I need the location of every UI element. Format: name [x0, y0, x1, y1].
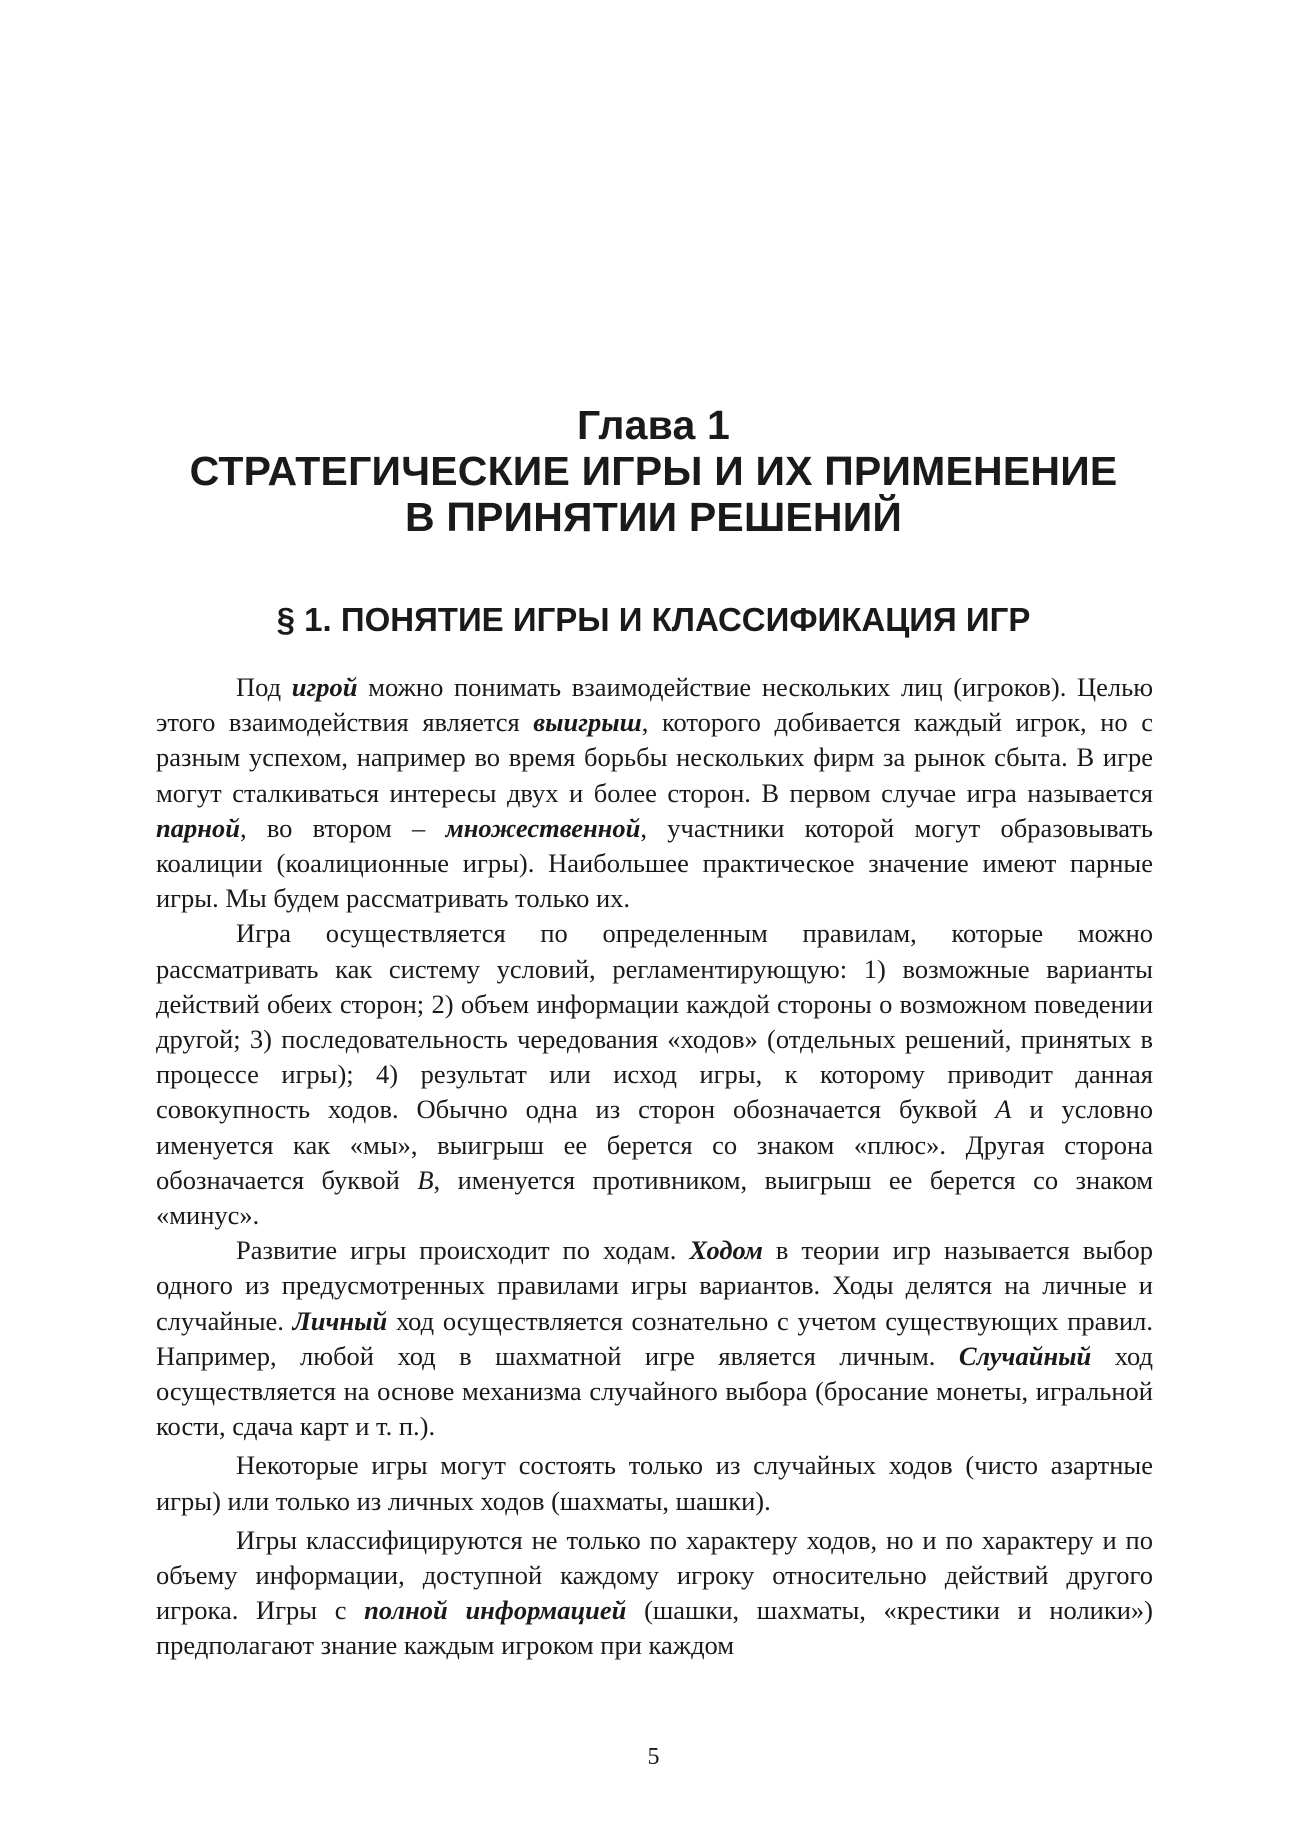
term-random: Случайный: [958, 1340, 1092, 1371]
section-title: § 1. ПОНЯТИЕ ИГРЫ И КЛАССИФИКАЦИЯ ИГР: [276, 601, 1031, 638]
text-run: Игры классифицируются не только по характеру ходов, но и по характеру и по объему информации, доступной каждому игроку относительно действий другого игрока. Игры с: [156, 1524, 1153, 1626]
term-pair: парной: [156, 812, 240, 843]
chapter-heading: [140, 402, 1167, 540]
chapter-label: Глава 1: [576, 402, 731, 448]
variable-b: B: [417, 1164, 434, 1195]
text-run: (шашки, шахматы, «крестики и нолики») предполагают знание каждым игроком при каждом: [156, 1595, 1153, 1661]
term-win: выигрыш: [533, 707, 642, 738]
variable-a: A: [995, 1094, 1012, 1125]
body-text: [156, 670, 1153, 1664]
text-run: , участники которой могут образовывать коалиции (коалиционные игры). Наибольшее практическое значение имеют парные игры. Мы будем рассматривать только их.: [156, 812, 1153, 914]
text-run: ход осуществляется сознательно с учетом существующих правил. Например, любой ход в шахматной игре является личным.: [156, 1305, 1153, 1371]
text-run: Игра осуществляется по определенным правилам, которые можно рассматривать как систему условий, регламентирующую: 1) возможные варианты действий обеих сторон; 2) объем информации каждой стороны о возможном поведении другой; 3) последовательность чередования «ходов» (отдельных решений, принятых в процессе игры); 4) результат или исход игры, к которому приводит данная совокупность ходов. Обычно одна из сторон обозначается буквой: [156, 918, 1153, 1125]
text-run: ход осуществляется на основе механизма случайного выбора (бросание монеты, игральной кости, сдача карт и т. п.).: [156, 1340, 1153, 1442]
text-run: в теории игр называется выбор одного из предусмотренных правилами игры вариантов. Ходы делятся на личные и случайные.: [156, 1235, 1154, 1336]
text-run: можно понимать взаимодействие нескольких лиц (игроков). Целью этого взаимодействия является: [156, 672, 1153, 738]
term-full-info: полной информацией: [364, 1595, 627, 1626]
text-run: и условно именуется как «мы», выигрыш ее берется со знаком «плюс». Другая сторона обозначается буквой: [156, 1094, 1153, 1195]
paragraph-5: [156, 1523, 1153, 1664]
text-run: , именуется противником, выигрыш ее берется со знаком «минус».: [156, 1164, 1153, 1231]
text-run: , во втором –: [239, 812, 446, 843]
page-number: 5: [647, 1744, 660, 1770]
paragraph-4: [156, 1448, 1153, 1518]
paragraph-1: [156, 670, 1153, 916]
term-personal: Личный: [292, 1305, 388, 1336]
text-run: , которого добивается каждый игрок, но с разным успехом, например во время борьбы нескольких фирм за рынок сбыта. В игре могут сталкиваться интересы двух и более сторон. В первом случае игра называется: [156, 707, 1153, 808]
term-move: Ходом: [689, 1235, 763, 1266]
text-run: Под: [236, 672, 292, 702]
paragraph-3: [156, 1233, 1153, 1444]
term-game: игрой: [291, 672, 358, 702]
paragraph-2: [156, 916, 1153, 1233]
chapter-title-line-1: СТРАТЕГИЧЕСКИЕ ИГРЫ И ИХ ПРИМЕНЕНИЕ: [189, 448, 1118, 494]
chapter-title-line-2: В ПРИНЯТИИ РЕШЕНИЙ: [404, 494, 903, 540]
text-run: Некоторые игры могут состоять только из случайных ходов (чисто азартные игры) или только из личных ходов (шахматы, шашки).: [156, 1450, 1153, 1516]
term-multi: множественной: [445, 812, 641, 843]
text-run: Развитие игры происходит по ходам.: [236, 1235, 690, 1266]
